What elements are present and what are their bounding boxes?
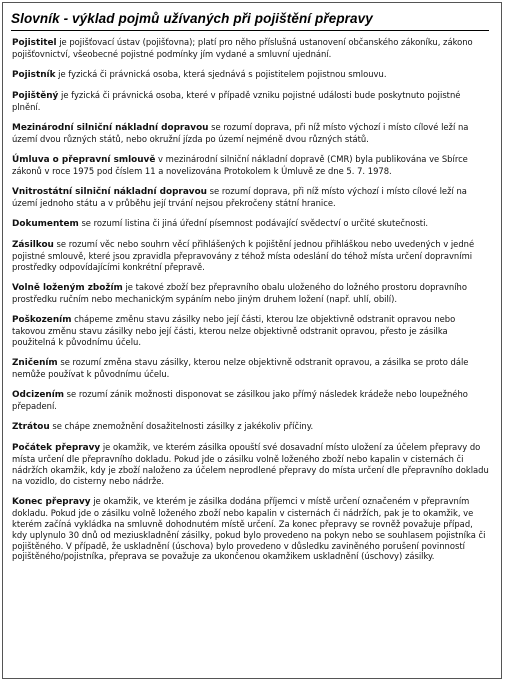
glossary-entry-ztrata: [12, 421, 489, 433]
glossary-entry-pojisteny: [12, 90, 489, 113]
definition: se rozumí doprava, při níž místo výchozí i místo cílové leží na území dvou různých států, nebo okružní jízda po území nejméně dvou různých států.: [12, 122, 469, 144]
glossary-entry-vnitrostatni-doprava: [12, 186, 489, 209]
term: Zničením: [12, 358, 58, 368]
term: Pojistník: [12, 70, 56, 80]
definition: je fyzická či právnická osoba, které v případě vzniku pojistné události bude poskytnuto pojistné plnění.: [12, 90, 461, 112]
glossary-entry-umluva-cmr: [12, 154, 489, 177]
term: Počátek přepravy: [12, 443, 101, 454]
glossary-entry-konec-prepravy: [12, 496, 489, 562]
glossary-entry-zasilka: [12, 239, 489, 273]
glossary-entry-volne-lozene-zbozi: [12, 282, 489, 305]
definition: chápeme změnu stavu zásilky nebo její části, kterou lze objektivně odstranit opravou nebo takovou změnu stavu zásilky nebo její části, kterou nelze objektivně odstranit opravou, přesto je zásilka použitelná k původnímu účelu.: [12, 314, 456, 347]
term: Konec přepravy: [12, 496, 91, 507]
definition: je fyzická či právnická osoba, která sjednává s pojistitelem pojistnou smlouvu.: [55, 69, 387, 79]
term: Ztrátou: [12, 422, 50, 432]
definition: se chápe znemožnění dosažitelnosti zásilky z jakékoliv příčiny.: [49, 421, 314, 431]
term: Vnitrostátní silniční nákladní dopravou: [12, 187, 208, 198]
definition: se rozumí doprava, při níž místo výchozí i místo cílové leží na území jednoho státu a v průběhu její trvání nejsou překročeny státní hranice.: [12, 186, 467, 208]
term: Pojištěný: [12, 91, 59, 102]
glossary-panel: [2, 2, 502, 679]
glossary-entry-pojistitel: [12, 37, 489, 60]
definition: se rozumí listina či jiná úřední písemnost podávající svědectví o určité skutečnosti.: [78, 218, 429, 229]
glossary-entry-dokument: [12, 218, 489, 230]
glossary-list: [3, 31, 501, 562]
definition: se rozumí změna stavu zásilky, kterou nelze objektivně odstranit opravou, a zásilka se proto dále nemůže používat k původnímu účelu.: [12, 357, 469, 379]
term: Zásilkou: [12, 240, 54, 251]
term: Pojistitel: [12, 38, 57, 48]
definition: je okamžik, ve kterém je zásilka dodána příjemci v místě určení označeném v přepravním dokladu. Pokud jde o zásilku volně loženého zboží nebo kapalin v cisternách či nádržích, pak je to okamžik, ve kterém začíná vykládka na smluvně dohodnutém místě určení. Za konec přepravy se rovněž považuje případ, kdy uplynulo 30 dnů od meziuskladnění zásilky, pokud bylo provedeno na pokyn nebo se souhlasem pojistníka či pojištěného. V případě, že uskladnění (úschova) bylo provedeno v důsledku zaviněného porušení povinností pojištěného/pojistníka, přeprava se považuje za ukončenou okamžikem uskladnění (úschovy) zásilky.: [12, 495, 486, 562]
glossary-entry-zniceni: [12, 357, 489, 380]
definition: se rozumí věc nebo souhrn věcí přihlášených k pojištění jednou přihláškou nebo uvedených v jedné pojistné smlouvě, které jsou zpravidla přepravovány z téhož místa odeslání do téhož místa určení dopravními prostředky odpovídajícími konkrétní přepravě.: [12, 239, 475, 272]
page-title: Slovník - výklad pojmů užívaných při pojištění přepravy: [11, 11, 489, 31]
term: Úmluva o přepravní smlouvě: [12, 155, 156, 166]
term: Mezinárodní silniční nákladní dopravou: [12, 123, 209, 134]
glossary-entry-poskozeni: [12, 314, 489, 348]
term: Odcizením: [12, 390, 64, 400]
glossary-entry-pocatek-prepravy: [12, 442, 489, 487]
glossary-entry-mezinarodni-doprava: [12, 122, 489, 145]
definition: je okamžik, ve kterém zásilka opouští své dosavadní místo uložení za účelem přepravy do místa určení dle přepravního dokladu. Pokud jde o zásilku volně loženého zboží nebo kapalin v cisternách či nádržích okamžik, kdy je zboží naloženo za účelem neprodlené přepravy do místa určení dle přepravního dokladu na vozidlo, do cisterny nebo nádrže.: [12, 442, 489, 486]
definition: v mezinárodní silniční nákladní dopravě (CMR) byla publikována ve Sbírce zákonů v roce 1975 pod číslem 11 a novelizována Protokolem k Úmluvě ze dne 5. 7. 1978.: [12, 154, 468, 176]
term: Dokumentem: [12, 219, 79, 230]
definition: je takové zboží bez přepravního obalu uloženého do ložného prostoru dopravního prostředku ručním nebo mechanickým sypáním nebo jiným druhem ložení (např. uhlí, obilí).: [12, 282, 467, 304]
term: Poškozením: [12, 315, 72, 326]
definition: je pojišťovací ústav (pojišťovna); platí pro něho příslušná ustanovení občanského zákoníku, zákono pojišťovnictví, všeobecné pojistné podmínky jím vydané a smluvní ujednání.: [12, 37, 473, 59]
glossary-entry-odcizeni: [12, 389, 489, 412]
definition: se rozumí zánik možnosti disponovat se zásilkou jako přímý následek krádeže nebo loupežného přepadení.: [12, 389, 468, 411]
term: Volně loženým zbožím: [12, 283, 123, 294]
glossary-entry-pojistnik: [12, 69, 489, 81]
